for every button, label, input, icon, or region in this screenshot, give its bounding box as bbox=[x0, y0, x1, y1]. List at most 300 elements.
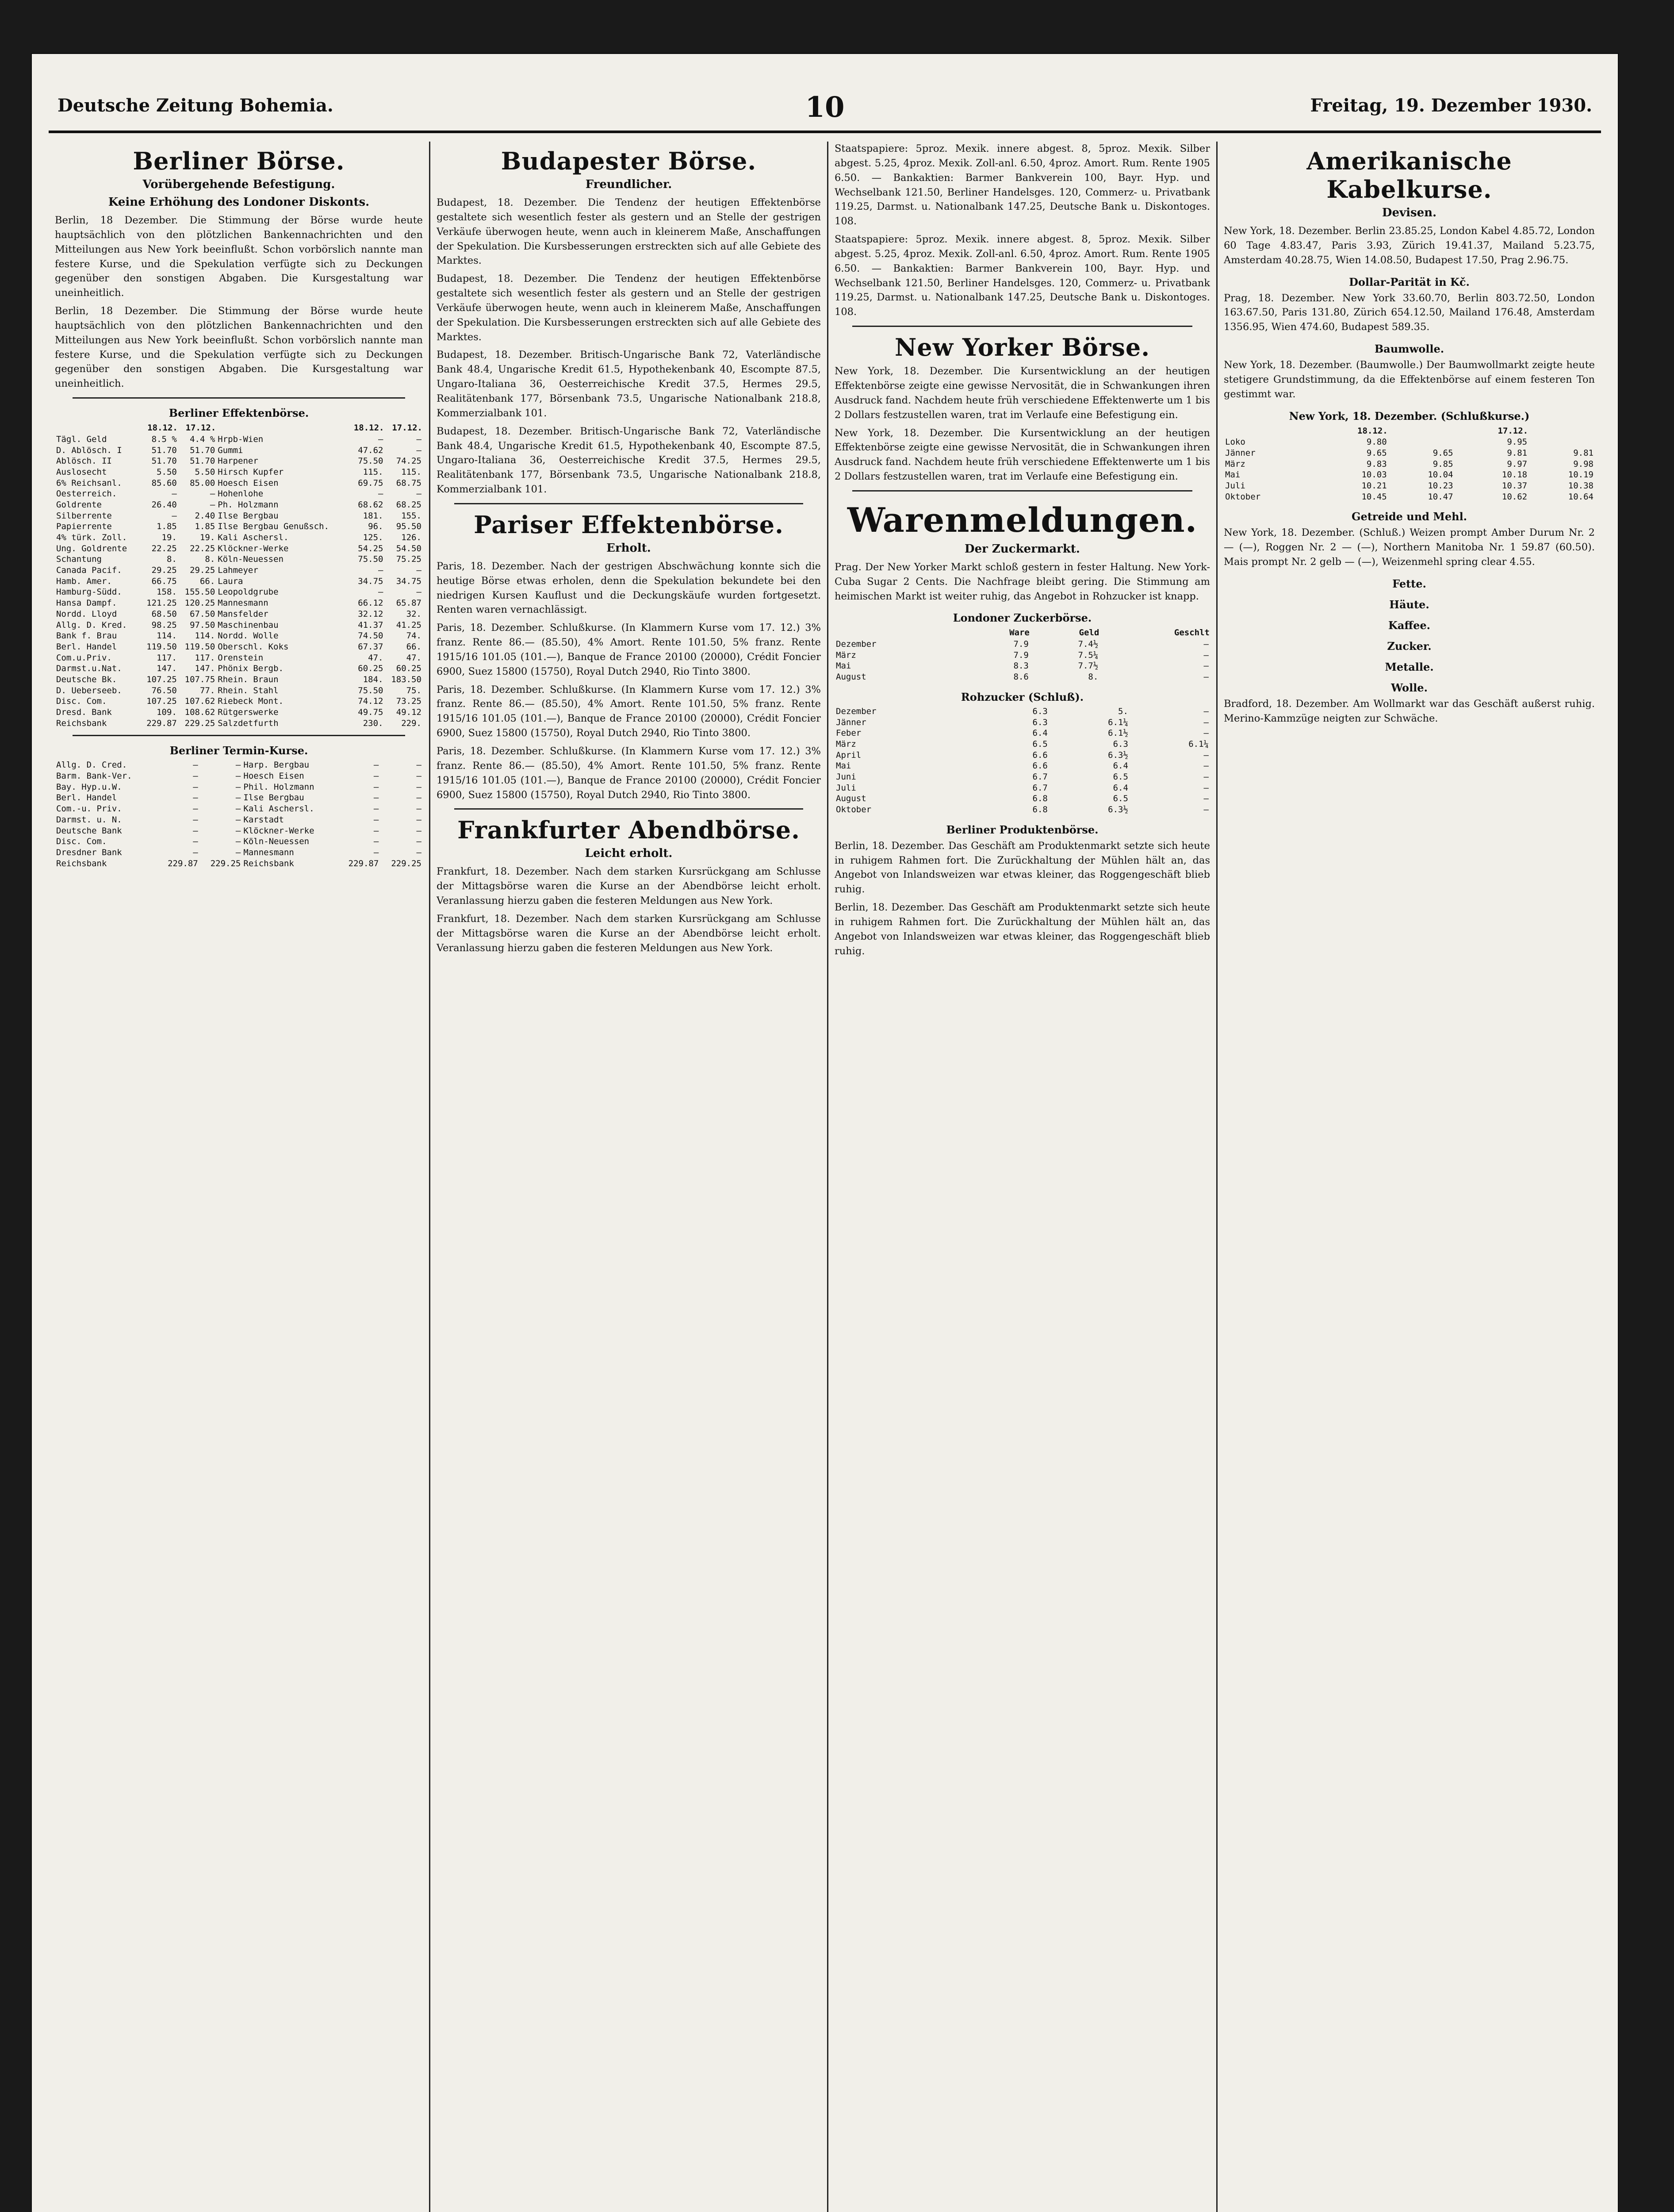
table-cell: 9.97 bbox=[1507, 459, 1528, 469]
table-cell: — bbox=[378, 489, 383, 499]
table-row bbox=[835, 728, 1210, 739]
table-cell bbox=[1528, 437, 1595, 448]
table-cell: 75.50 bbox=[358, 554, 383, 565]
table-row bbox=[55, 792, 423, 803]
table-cell: 54.50 bbox=[396, 543, 421, 553]
table-cell: Ilse Bergbau bbox=[243, 793, 304, 803]
table-cell: August bbox=[836, 794, 866, 804]
table-cell: 126. bbox=[401, 533, 421, 542]
table-cell: 9.83 bbox=[1366, 459, 1387, 469]
table-cell: 147. bbox=[157, 664, 177, 674]
table-cell: — bbox=[193, 760, 198, 770]
table-cell: 6.4 bbox=[1113, 761, 1128, 771]
table-cell: 69.75 bbox=[358, 478, 383, 488]
table-cell: 6.5 bbox=[1113, 772, 1128, 782]
table-cell: — bbox=[1203, 672, 1209, 682]
londoner-zucker-title: Londoner Zuckerbörse. bbox=[953, 611, 1092, 625]
table-row bbox=[835, 639, 1210, 650]
table-cell: Rhein. Stahl bbox=[218, 685, 279, 695]
table-row bbox=[55, 609, 423, 620]
table-row bbox=[55, 707, 423, 718]
table-cell: — bbox=[235, 760, 241, 770]
table-cell: — bbox=[416, 760, 421, 770]
table-cell: Disc. Com. bbox=[56, 696, 107, 707]
table-cell: Feber bbox=[836, 728, 862, 738]
table-cell: — bbox=[416, 837, 421, 847]
table-cell: — bbox=[378, 565, 383, 576]
effektenboerse-title: Berliner Effektenbörse. bbox=[169, 407, 309, 420]
table-cell: Hirsch Kupfer bbox=[218, 467, 284, 477]
table-cell: Kali Aschersl. bbox=[218, 533, 289, 542]
table-cell: Mai bbox=[836, 761, 851, 771]
table-cell: 9.85 bbox=[1433, 459, 1453, 469]
table-cell: Oesterreich. bbox=[56, 489, 117, 499]
table-cell: 29.25 bbox=[151, 565, 177, 576]
table-cell: Juli bbox=[1225, 481, 1245, 491]
table-cell: 26.40 bbox=[151, 499, 177, 510]
budapester-report-cont: Budapest, 18. Dezember. Die Tendenz der heutigen Effektenbörse gestaltete sich wesentlich fester als gestern und an Stelle der gestrigen Verkäufe überwogen heute, wenn auch in kleinerem Maße, Anschaffungen der Spekulation. Die Kursbesserungen erstreckten sich auf alle Gebiete des Marktes. bbox=[437, 273, 821, 343]
table-cell: — bbox=[373, 760, 379, 770]
table-row bbox=[55, 847, 423, 858]
table-cell: Rhein. Braun bbox=[218, 674, 279, 684]
zucker-title: Zucker. bbox=[1387, 639, 1432, 653]
table-cell: — bbox=[1203, 639, 1209, 649]
table-cell: 51.70 bbox=[151, 445, 177, 455]
table-cell: Goldrente bbox=[56, 499, 102, 510]
table-cell: 8. bbox=[205, 554, 215, 565]
new-yorker-boerse-title: New Yorker Börse. bbox=[894, 333, 1150, 362]
metalle-title: Metalle. bbox=[1385, 660, 1434, 673]
budapester-report: Budapest, 18. Dezember. Die Tendenz der heutigen Effektenbörse gestaltete sich wesentlich fester als gestern und an Stelle der gestrigen Verkäufe überwogen heute, wenn auch in kleinerem Maße, Anschaffungen der Spekulation. Die Kursbesserungen erstreckten sich auf alle Gebiete des Marktes. bbox=[437, 197, 821, 267]
table-cell: 10.38 bbox=[1568, 481, 1594, 491]
table-cell: 60.25 bbox=[396, 664, 421, 674]
table-cell: Harpener bbox=[218, 456, 258, 466]
table-cell: — bbox=[193, 793, 198, 803]
produktenboerse-report-cont: Berlin, 18. Dezember. Das Geschäft am Produktenmarkt setzte sich heute in ruhigem Rahmen fort. Die Zurückhaltung der Mühlen hält an, das Angebot von Inlandsweizen war etwas kleiner, das Roggengeschäft blieb ruhig. bbox=[835, 902, 1210, 957]
frankfurter-boerse-subtitle: Leicht erholt. bbox=[585, 847, 673, 860]
table-cell: Oktober bbox=[836, 805, 872, 815]
table-cell: Mansfelder bbox=[218, 609, 268, 619]
table-cell: 49.75 bbox=[358, 707, 383, 717]
table-cell: 47. bbox=[406, 653, 421, 663]
table-cell: 6.5 bbox=[1113, 794, 1128, 804]
table-cell: — bbox=[235, 793, 241, 803]
table-cell: 6.3 bbox=[1113, 739, 1128, 749]
table-cell: Phönix Bergb. bbox=[218, 664, 284, 674]
table-cell: 68.62 bbox=[358, 499, 383, 510]
table-row bbox=[55, 532, 423, 543]
frankfurter-report-cont: Frankfurt, 18. Dezember. Nach dem starken Kursrückgang am Schlusse der Mittagsbörse waren die Kurse an der Abendbörse leicht erholt. Veranlassung hierzu gaben die festeren Meldungen aus New York. bbox=[437, 913, 821, 954]
table-cell: — bbox=[416, 814, 421, 825]
table-cell: 10.03 bbox=[1361, 470, 1387, 480]
table-cell: 6.4 bbox=[1032, 728, 1048, 738]
divider bbox=[852, 490, 1192, 492]
baumwolle-table-title: New York, 18. Dezember. (Schlußkurse.) bbox=[1289, 409, 1530, 422]
table-row bbox=[55, 696, 423, 707]
table-cell: 54.25 bbox=[358, 543, 383, 553]
column-header: 18.12. bbox=[1357, 426, 1388, 436]
table-cell: 6.3½ bbox=[1108, 805, 1128, 815]
table-cell: — bbox=[416, 565, 421, 576]
table-cell: 155. bbox=[401, 511, 421, 521]
table-cell: 6.7 bbox=[1032, 783, 1048, 793]
table-row bbox=[1224, 437, 1595, 448]
table-cell: 117. bbox=[157, 653, 177, 663]
table-cell: 65.87 bbox=[396, 598, 421, 608]
table-cell: 29.25 bbox=[190, 565, 215, 576]
column-header bbox=[835, 627, 966, 639]
table-cell: — bbox=[373, 771, 379, 781]
table-cell: 10.37 bbox=[1502, 481, 1528, 491]
table-row bbox=[835, 772, 1210, 783]
table-cell: 67.37 bbox=[358, 641, 383, 652]
table-cell: 229.25 bbox=[184, 718, 215, 728]
table-cell: Mannesmann bbox=[243, 847, 294, 857]
table-cell: — bbox=[235, 771, 241, 781]
table-cell: 73.25 bbox=[396, 696, 421, 707]
table-row bbox=[835, 760, 1210, 772]
table-row bbox=[1224, 492, 1595, 503]
table-cell: 108.62 bbox=[184, 707, 215, 717]
table-cell: Hansa Dampf. bbox=[56, 598, 117, 608]
column-header: Geld bbox=[1079, 628, 1099, 638]
table-cell: — bbox=[193, 837, 198, 847]
table-cell: 10.21 bbox=[1361, 481, 1387, 491]
pariser-boerse-subtitle: Erholt. bbox=[606, 541, 651, 555]
frankfurter-quotes-cont: Staatspapiere: 5proz. Mexik. innere abgest. 8, 5proz. Mexik. Silber abgest. 5.25, 4proz. Mexik. Zoll-anl. 6.50, 4proz. Amort. Rum. Rente 1905 6.50. — Bankaktien: Barmer Bankverein 100, Bayr. Hyp. und Wechselbank 121.50, Berliner Handelsges. 120, Commerz- u. Privatbank 119.25, Darmst. u. Nationalbank 147.25, Deutsche Bank u. Diskontoges. 108. bbox=[835, 234, 1210, 318]
divider bbox=[454, 503, 803, 504]
table-cell: Laura bbox=[218, 576, 243, 586]
table-cell: — bbox=[1203, 805, 1209, 815]
table-cell: Klöckner-Werke bbox=[243, 826, 314, 836]
table-cell: 6.1½ bbox=[1108, 728, 1128, 738]
table-cell: Ilse Bergbau Genußsch. bbox=[218, 522, 329, 532]
table-cell: 49.12 bbox=[396, 707, 421, 717]
table-row bbox=[55, 803, 423, 814]
budapester-boerse-subtitle: Freundlicher. bbox=[585, 178, 672, 191]
table-row bbox=[55, 565, 423, 576]
table-cell: Köln-Neuessen bbox=[218, 554, 284, 565]
table-cell: — bbox=[416, 826, 421, 836]
table-cell: Darmst. u. N. bbox=[56, 814, 122, 825]
table-cell: Leopoldgrube bbox=[218, 587, 279, 597]
issue-date: Freitag, 19. Dezember 1930. bbox=[1310, 95, 1592, 116]
table-cell: 1.85 bbox=[157, 522, 177, 532]
table-row bbox=[55, 630, 423, 641]
table-cell: 6.3½ bbox=[1108, 750, 1128, 760]
table-cell: 9.65 bbox=[1433, 448, 1453, 458]
table-cell: 22.25 bbox=[151, 543, 177, 553]
table-cell: 96. bbox=[368, 522, 383, 532]
table-cell: 9.65 bbox=[1366, 448, 1387, 458]
getreide-report: New York, 18. Dezember. (Schluß.) Weizen prompt Amber Durum Nr. 2 — (—), Roggen Nr. 2 — (—), Northern Manitoba Nr. 1 59.87 (60.50). Mais prompt Nr. 2 gelb — (—), Weizenmehl spring clear 4.55. bbox=[1224, 527, 1595, 568]
table-cell: 75.25 bbox=[396, 554, 421, 565]
berliner-boerse-subtitle: Vorübergehende Befestigung. bbox=[142, 178, 335, 191]
table-row bbox=[835, 739, 1210, 750]
table-cell: 41.25 bbox=[396, 620, 421, 630]
table-row bbox=[55, 467, 423, 478]
table-row bbox=[55, 641, 423, 653]
table-row bbox=[55, 478, 423, 489]
table-row bbox=[55, 499, 423, 511]
table-cell: 60.25 bbox=[358, 664, 383, 674]
table-cell: Berl. Handel bbox=[56, 793, 117, 803]
table-cell: März bbox=[1225, 459, 1245, 469]
table-cell: 6.4 bbox=[1113, 783, 1128, 793]
table-cell: — bbox=[416, 489, 421, 499]
table-row bbox=[835, 717, 1210, 728]
table-cell: 34.75 bbox=[358, 576, 383, 586]
page-header bbox=[49, 91, 1601, 133]
table-cell: Oktober bbox=[1225, 492, 1261, 502]
wolle-report: Bradford, 18. Dezember. Am Wollmarkt war das Geschäft außerst ruhig. Merino-Kammzüge neigten zur Schwäche. bbox=[1224, 698, 1595, 724]
table-cell: 9.80 bbox=[1366, 437, 1387, 447]
table-cell: Klöckner-Werke bbox=[218, 543, 289, 553]
table-cell: Hamburg-Südd. bbox=[56, 587, 122, 597]
table-cell: 6.1¼ bbox=[1188, 739, 1209, 749]
table-cell: Dresdner Bank bbox=[56, 847, 122, 857]
page-number: 10 bbox=[805, 91, 845, 124]
table-cell: 8.6 bbox=[1013, 672, 1029, 682]
table-cell: — bbox=[172, 511, 177, 521]
table-cell: 74. bbox=[406, 631, 421, 641]
table-row bbox=[835, 750, 1210, 761]
table-cell: Schantung bbox=[56, 554, 102, 565]
table-cell: 181. bbox=[363, 511, 383, 521]
table-cell: Tägl. Geld bbox=[56, 434, 107, 444]
table-cell: 229.25 bbox=[210, 858, 241, 868]
table-cell: 6.1¼ bbox=[1108, 717, 1128, 727]
table-cell: — bbox=[373, 804, 379, 814]
table-cell: Orenstein bbox=[218, 653, 264, 663]
table-cell: 51.70 bbox=[190, 456, 215, 466]
table-cell: Juli bbox=[836, 783, 856, 793]
table-cell: 10.47 bbox=[1428, 492, 1453, 502]
table-cell: — bbox=[1203, 650, 1209, 660]
table-row bbox=[55, 685, 423, 696]
divider bbox=[73, 397, 405, 399]
table-cell: 8.3 bbox=[1013, 661, 1029, 671]
divider bbox=[454, 808, 803, 810]
dollar-paritaet-report: Prag, 18. Dezember. New York 33.60.70, Berlin 803.72.50, London 163.67.50, Paris 131.80, Zürich 654.12.50, Mailand 176.48, Amsterdam 1356.95, Wien 474.60, Budapest 589.35. bbox=[1224, 292, 1595, 333]
table-row bbox=[55, 620, 423, 631]
table-cell: Hrpb-Wien bbox=[218, 434, 264, 444]
table-cell: 8. bbox=[166, 554, 177, 565]
table-cell: Silberrente bbox=[56, 511, 112, 521]
table-cell: 75.50 bbox=[358, 685, 383, 695]
table-cell: Bank f. Brau bbox=[56, 631, 117, 641]
table-cell: 7.7½ bbox=[1078, 661, 1099, 671]
getreide-title: Getreide und Mehl. bbox=[1351, 510, 1467, 523]
termin-kurse-table bbox=[55, 760, 423, 869]
baumwolle-report: New York, 18. Dezember. (Baumwolle.) Der Baumwollmarkt zeigte heute stetigere Grundstimmung, da die Effektenbörse auf einem festeren Ton gestimmt war. bbox=[1224, 359, 1595, 400]
table-cell: — bbox=[1203, 661, 1209, 671]
zuckermarkt-subtitle: Der Zuckermarkt. bbox=[965, 542, 1080, 556]
table-cell: Hohenlohe bbox=[218, 489, 264, 499]
table-cell: Riebeck Mont. bbox=[218, 696, 284, 707]
table-cell: — bbox=[1203, 728, 1209, 738]
frankfurter-boerse-title: Frankfurter Abendbörse. bbox=[457, 816, 800, 845]
table-cell: 98.25 bbox=[151, 620, 177, 630]
table-cell: Dresd. Bank bbox=[56, 707, 112, 717]
table-cell: Harp. Bergbau bbox=[243, 760, 310, 770]
table-cell: Köln-Neuessen bbox=[243, 837, 310, 847]
table-cell: 115. bbox=[363, 467, 383, 477]
table-cell: 107.75 bbox=[184, 674, 215, 684]
fette-title: Fette. bbox=[1392, 577, 1426, 590]
table-row bbox=[55, 782, 423, 793]
table-cell: 183.50 bbox=[391, 674, 421, 684]
new-yorker-report-cont: New York, 18. Dezember. Die Kursentwicklung an der heutigen Effektenbörse zeigte eine gewisse Nervosität, die in Schwankungen ihren Ausdruck fand. Nachdem heute früh verschiedene Effektenwerte um 1 bis 2 Dollars festzustellen waren, trat im Verlaufe eine Befestigung ein. bbox=[835, 427, 1210, 483]
table-cell: 22.25 bbox=[190, 543, 215, 553]
table-cell: — bbox=[373, 826, 379, 836]
table-cell: Lahmeyer bbox=[218, 565, 258, 576]
column-header bbox=[1224, 425, 1314, 437]
table-cell: — bbox=[416, 434, 421, 444]
column-header bbox=[1528, 425, 1595, 437]
table-cell: — bbox=[193, 814, 198, 825]
table-cell: 119.50 bbox=[146, 641, 177, 652]
table-cell: 155.50 bbox=[184, 587, 215, 597]
table-cell: 75.50 bbox=[358, 456, 383, 466]
table-cell: Deutsche Bank bbox=[56, 826, 122, 836]
table-cell: — bbox=[172, 489, 177, 499]
table-cell: 147. bbox=[195, 664, 215, 674]
table-cell: 4.4 % bbox=[190, 434, 215, 444]
table-cell: Auslosecht bbox=[56, 467, 107, 477]
produktenboerse-report: Berlin, 18. Dezember. Das Geschäft am Produktenmarkt setzte sich heute in ruhigem Rahmen fort. Die Zurückhaltung der Mühlen hält an, das Angebot von Inlandsweizen war etwas kleiner, das Roggengeschäft blieb ruhig. bbox=[835, 840, 1210, 895]
table-cell: 41.37 bbox=[358, 620, 383, 630]
table-cell: Com.-u. Priv. bbox=[56, 804, 122, 814]
table-cell: — bbox=[416, 782, 421, 792]
table-cell: Papierrente bbox=[56, 522, 112, 532]
table-row bbox=[55, 434, 423, 445]
table-cell: 6.6 bbox=[1032, 761, 1048, 771]
column-2 bbox=[429, 142, 827, 2212]
table-cell: Salzdetfurth bbox=[218, 718, 279, 728]
column-header: 18.12. bbox=[353, 423, 384, 433]
table-cell: — bbox=[235, 826, 241, 836]
table-cell: 7.9 bbox=[1013, 650, 1029, 660]
table-cell: 158. bbox=[157, 587, 177, 597]
pariser-quotes-cont2: Paris, 18. Dezember. Schlußkurse. (In Klammern Kurse vom 17. 12.) 3% franz. Rente 86.— (85.50), 4% Amort. Rente 101.50, 5% franz. Rente 1915/16 101.05 (101.—), Banque de France 20100 (20000), Crédit Foncier 6900, Suez 15800 (15750), Royal Dutch 2940, Rio Tinto 3800. bbox=[437, 745, 821, 801]
table-cell: 109. bbox=[157, 707, 177, 717]
pariser-report: Paris, 18. Dezember. Nach der gestrigen Abschwächung konnte sich die heutige Börse etwas erholen, denn die Spekulation bekundete bei den niedrigen Kursen Kauflust und die Deckungskäufe wurden fortgesetzt. Renten waren vernachlässigt. bbox=[437, 560, 821, 616]
frankfurter-quotes: Staatspapiere: 5proz. Mexik. innere abgest. 8, 5proz. Mexik. Silber abgest. 5.25, 4proz. Mexik. Zoll-anl. 6.50, 4proz. Amort. Rum. Rente 1905 6.50. — Bankaktien: Barmer Bankverein 100, Bayr. Hyp. und Wechselbank 121.50, Berliner Handelsges. 120, Commerz- u. Privatbank 119.25, Darmst. u. Nationalbank 147.25, Deutsche Bank u. Diskontoges. 108. bbox=[835, 143, 1210, 227]
table-cell: 74.50 bbox=[358, 631, 383, 641]
table-cell: 9.98 bbox=[1573, 459, 1594, 469]
table-cell: 6.8 bbox=[1032, 805, 1048, 815]
column-header: Geschlt bbox=[1174, 628, 1210, 638]
table-cell: — bbox=[378, 434, 383, 444]
table-row bbox=[1224, 469, 1595, 480]
haeute-title: Häute. bbox=[1389, 598, 1429, 611]
table-row bbox=[55, 858, 423, 869]
table-cell: — bbox=[1203, 783, 1209, 793]
table-cell: Ablösch. II bbox=[56, 456, 112, 466]
table-cell: Dezember bbox=[836, 639, 877, 649]
table-cell: August bbox=[836, 672, 866, 682]
effektenboerse-table bbox=[55, 422, 423, 729]
table-cell: 4% türk. Zoll. bbox=[56, 533, 127, 542]
table-cell: Deutsche Bk. bbox=[56, 674, 117, 684]
newspaper-page bbox=[31, 53, 1619, 2212]
table-cell: 119.50 bbox=[184, 641, 215, 652]
table-cell: 10.23 bbox=[1428, 481, 1453, 491]
table-cell: 66. bbox=[406, 641, 421, 652]
baumwolle-table bbox=[1224, 425, 1595, 503]
table-row bbox=[55, 814, 423, 826]
table-row bbox=[55, 674, 423, 685]
berliner-boerse-note: Keine Erhöhung des Londoner Diskonts. bbox=[108, 196, 370, 209]
table-cell: 51.70 bbox=[190, 445, 215, 455]
divider bbox=[73, 735, 405, 736]
column-header: 18.12. bbox=[147, 423, 178, 433]
table-cell: Loko bbox=[1225, 437, 1245, 447]
frankfurter-report: Frankfurt, 18. Dezember. Nach dem starken Kursrückgang am Schlusse der Mittagsbörse waren die Kurse an der Abendbörse leicht erholt. Veranlassung hierzu gaben die festeren Meldungen aus New York. bbox=[437, 866, 821, 907]
column-header: 17.12. bbox=[1498, 426, 1528, 436]
column-header: 17.12. bbox=[185, 423, 216, 433]
table-row bbox=[55, 771, 423, 782]
dollar-paritaet-title: Dollar-Parität in Kč. bbox=[1349, 275, 1470, 288]
column-4 bbox=[1216, 142, 1601, 2212]
table-cell: Hoesch Eisen bbox=[243, 771, 304, 781]
table-cell: 114. bbox=[157, 631, 177, 641]
table-row bbox=[55, 653, 423, 664]
table-cell: Ung. Goldrente bbox=[56, 543, 127, 553]
table-cell: Reichsbank bbox=[243, 858, 294, 868]
table-cell: 19. bbox=[199, 533, 215, 542]
table-cell: 66.75 bbox=[151, 576, 177, 586]
table-row bbox=[55, 576, 423, 587]
table-cell: Rütgerswerke bbox=[218, 707, 279, 717]
table-cell: 74.25 bbox=[396, 456, 421, 466]
table-cell: — bbox=[210, 489, 215, 499]
table-cell: 6.8 bbox=[1032, 794, 1048, 804]
table-row bbox=[55, 663, 423, 674]
devisen-subtitle: Devisen. bbox=[1382, 206, 1437, 219]
table-row bbox=[835, 672, 1210, 683]
table-cell: Allg. D. Kred. bbox=[56, 620, 127, 630]
table-cell: 107.25 bbox=[146, 674, 177, 684]
table-cell: Hamb. Amer. bbox=[56, 576, 112, 586]
table-cell: D. Ablösch. I bbox=[56, 445, 122, 455]
table-cell: Disc. Com. bbox=[56, 837, 107, 847]
table-cell: — bbox=[1203, 717, 1209, 727]
table-cell: 97.50 bbox=[190, 620, 215, 630]
table-row bbox=[1224, 459, 1595, 470]
table-cell: 67.50 bbox=[190, 609, 215, 619]
table-cell: 66. bbox=[199, 576, 215, 586]
table-row bbox=[55, 488, 423, 499]
table-cell: Darmst.u.Nat. bbox=[56, 664, 122, 674]
table-cell: 77. bbox=[199, 685, 215, 695]
table-cell: 107.62 bbox=[184, 696, 215, 707]
table-cell: 5.50 bbox=[157, 467, 177, 477]
table-cell: 10.62 bbox=[1502, 492, 1528, 502]
table-row bbox=[55, 456, 423, 467]
table-cell: 6.3 bbox=[1032, 717, 1048, 727]
table-cell: — bbox=[193, 782, 198, 792]
devisen-report: New York, 18. Dezember. Berlin 23.85.25, London Kabel 4.85.72, London 60 Tage 4.83.47, Paris 3.93, Zürich 19.41.37, Mailand 5.23.75, Amsterdam 40.28.75, Wien 14.08.50, Budapest 17.50, Prag 2.96.75. bbox=[1224, 225, 1595, 266]
table-cell: 47.62 bbox=[358, 445, 383, 455]
table-cell: — bbox=[373, 837, 379, 847]
berliner-boerse-title: Berliner Börse. bbox=[133, 147, 345, 175]
table-cell: 32. bbox=[406, 609, 421, 619]
table-cell: 107.25 bbox=[146, 696, 177, 707]
table-cell: 6.6 bbox=[1032, 750, 1048, 760]
table-cell: 1.85 bbox=[195, 522, 215, 532]
